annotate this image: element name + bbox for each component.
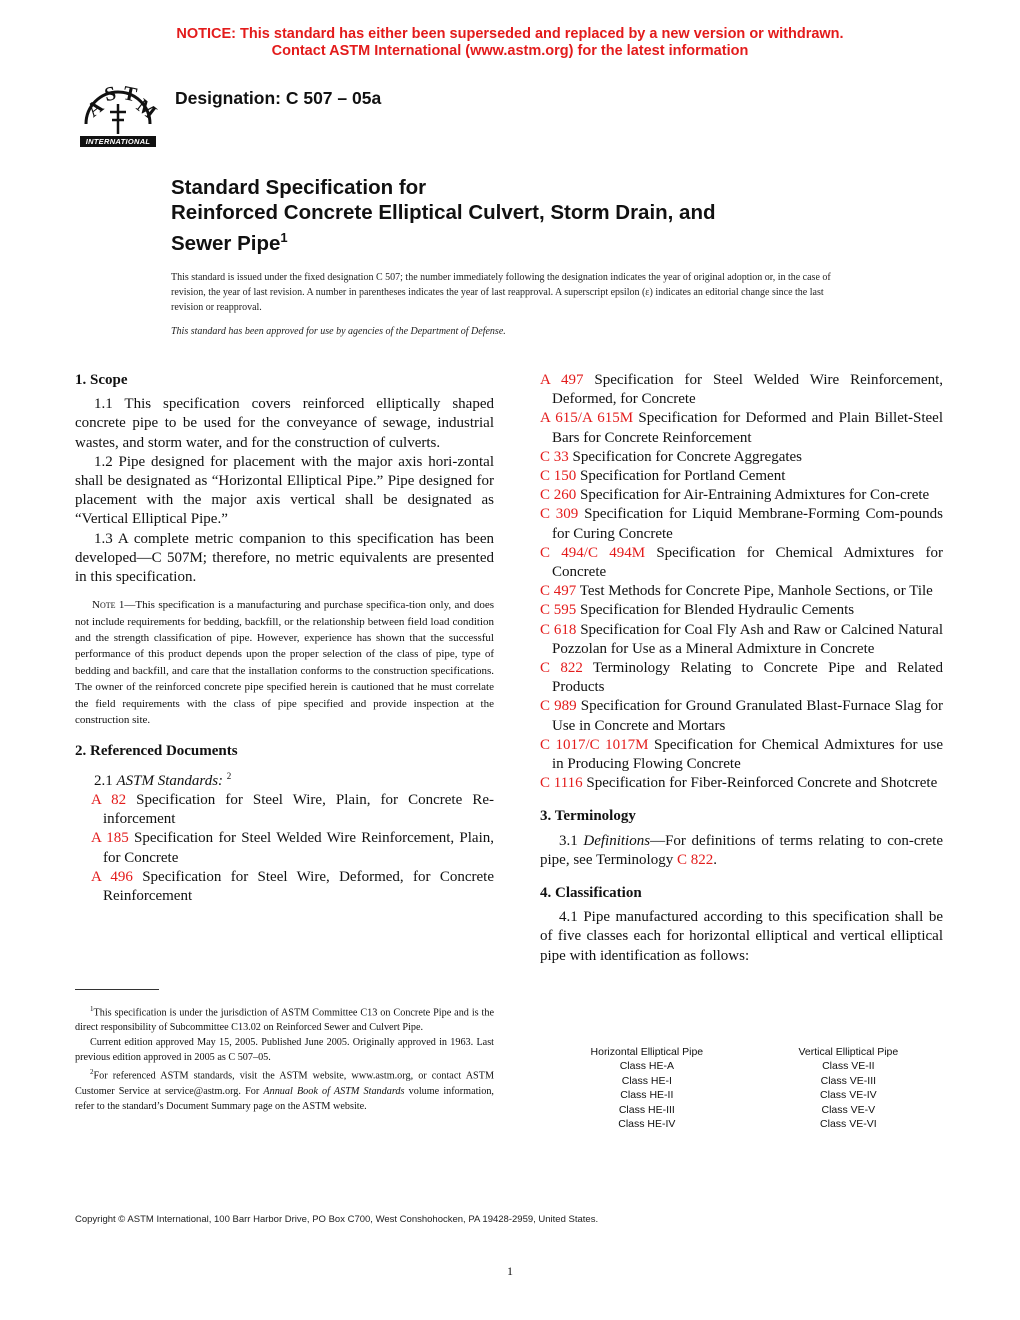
ref-code-link[interactable]: C 1017/C 1017M xyxy=(540,736,649,753)
table-cell: Class HE-I xyxy=(621,1074,672,1087)
col-header-vertical: Vertical Elliptical Pipe xyxy=(798,1046,899,1058)
svg-text:M: M xyxy=(132,94,160,124)
ref-text: Specification for Steel Welded Wire Reinforcement, Deformed, for Concrete xyxy=(552,372,943,408)
terminology-end: . xyxy=(713,851,717,868)
ref-item xyxy=(540,659,943,697)
ref-code-link[interactable]: C 595 xyxy=(540,602,577,619)
ref-code-link[interactable]: C 618 xyxy=(540,621,577,638)
table-cell: Class VE-III xyxy=(820,1074,877,1087)
table-cell: Class VE-IV xyxy=(820,1089,877,1102)
ref-item xyxy=(540,621,943,659)
table-cell: Class HE-IV xyxy=(618,1118,676,1131)
note-text: —This specification is a manufacturing and purchase specifica-tion only, and does not include requirements for bedding, backfill, or the relationship between field load condition and the strength classification of pipe. However, experience has shown that the successful performance of this product depends upon the proper selection of the class of pipe, type of bedding and backfill, and care that the installation conforms to the construction specifications. The owner of the reinforced concrete pipe specified herein is cautioned that he must correlate the field requirements with the class of pipe specified and provide inspection at the construction site. xyxy=(75,599,494,727)
ref-code-link[interactable]: C 33 xyxy=(540,448,569,465)
ref-text: Specification for Ground Granulated Blast-Furnace Slag for Use in Concrete and Mortars xyxy=(552,698,944,734)
ref-item xyxy=(540,486,943,505)
section-scope-heading: 1. Scope xyxy=(75,372,128,388)
ref-item xyxy=(540,467,943,486)
ref-text: Specification for Portland Cement xyxy=(576,468,786,485)
copyright: Copyright © ASTM International, 100 Barr Harbor Drive, PO Box C700, West Conshohocken, PA 19428-2959, United States. xyxy=(75,1214,599,1225)
ref-item xyxy=(540,697,943,735)
table-row xyxy=(540,1103,943,1117)
ref-code-link[interactable]: C 1116 xyxy=(540,775,583,792)
scope-note-1 xyxy=(75,597,494,728)
footnote-1 xyxy=(75,1002,494,1035)
ref-item xyxy=(540,774,943,793)
terminology-text: —For definitions of terms relating to con-crete pipe, see Terminology xyxy=(540,832,943,868)
title-line-3 xyxy=(171,225,716,256)
ref-item xyxy=(540,371,943,409)
astm-logo xyxy=(76,76,160,150)
table-header-row xyxy=(540,1045,943,1059)
ref-code-link[interactable]: C 150 xyxy=(540,468,577,485)
section-terminology-heading: 3. Terminology xyxy=(540,808,636,825)
table-cell: Class VE-VI xyxy=(820,1118,877,1131)
ref-text: Specification for Coal Fly Ash and Raw or Calcined Natural Pozzolan for Use as a Mineral Admixture in Concrete xyxy=(552,621,944,657)
footnote-divider xyxy=(75,989,159,990)
ref-code-link[interactable]: A 496 xyxy=(91,868,133,885)
table-cell: Class HE-A xyxy=(619,1060,674,1073)
footnote-2-italic: Annual Book of ASTM Standards xyxy=(263,1085,405,1097)
scope-para-1-1: 1.1 This specification covers reinforced elliptically shaped concrete pipe to be used for the conveyance of sewage, industrial wastes, and storm water, and for the construction of culverts. xyxy=(75,396,494,451)
footnote-1-mark: 1 xyxy=(90,1005,94,1013)
ref-text: Specification for Fiber-Reinforced Concrete and Shotcrete xyxy=(582,775,938,792)
note-label: Note 1 xyxy=(92,599,125,612)
class-table xyxy=(540,1045,943,1131)
ref-text: Specification for Liquid Membrane-Forming Com-pounds for Curing Concrete xyxy=(552,506,943,542)
footnote-2-mark: 2 xyxy=(90,1068,94,1077)
ref-text: Specification for Steel Wire, Deformed, for Concrete Reinforcement xyxy=(103,868,494,904)
right-ref-list xyxy=(540,371,943,793)
section-classification-heading: 4. Classification xyxy=(540,885,642,902)
footnote-2-text-b: volume information, refer to the standard’s Document Summary page on the ASTM website. xyxy=(75,1085,494,1112)
ref-item xyxy=(540,736,943,774)
ref-code-link[interactable]: C 494/C 494M xyxy=(540,544,646,561)
ref-item xyxy=(540,409,943,447)
ref-code-link[interactable]: A 615/A 615M xyxy=(540,410,634,427)
referenced-sub-mark: 2 xyxy=(226,770,232,781)
table-row xyxy=(540,1059,943,1073)
footnotes xyxy=(75,1002,494,1114)
scope-para-1-3: 1.3 A complete metric companion to this specification has been developed—C 507M; therefore, no metric equivalents are presented in this specification. xyxy=(75,530,494,586)
svg-text:S: S xyxy=(102,82,119,107)
ref-code-link[interactable]: C 309 xyxy=(540,506,579,523)
referenced-sub-heading xyxy=(75,767,494,791)
table-cell: Class HE-II xyxy=(620,1089,674,1102)
ref-item xyxy=(540,582,943,601)
title-line-3-text: Sewer Pipe xyxy=(171,231,281,255)
title-line-1: Standard Specification for xyxy=(171,176,427,199)
title-footnote-mark: 1 xyxy=(280,230,288,245)
ref-text: Test Methods for Concrete Pipe, Manhole Sections, or Tile xyxy=(576,583,933,600)
scope-para-1-2: 1.2 Pipe designed for placement with the major axis hori-zontal shall be designated as “Horizontal Elliptical Pipe.” Pipe designed for placement with the major axis vertical shall be designated as “Vertical Elliptical Pipe.” xyxy=(75,453,494,528)
ref-text: Specification for Deformed and Plain Billet-Steel Bars for Concrete Reinforcement xyxy=(552,410,944,446)
table-row xyxy=(540,1117,943,1131)
svg-text:T: T xyxy=(121,82,139,107)
svg-text:A: A xyxy=(82,95,108,122)
referenced-sub-number: 2.1 xyxy=(94,772,113,789)
ref-item xyxy=(540,448,943,467)
table-cell: Class HE-III xyxy=(618,1103,675,1116)
logo-caption: INTERNATIONAL xyxy=(85,137,151,146)
issue-note: This standard is issued under the fixed designation C 507; the number immediately following the designation indicates the year of original adoption or, in the case of revision, the year of last revision. A number in parentheses indicates the year of last reapproval. A superscript epsilon (ε) indicates an editorial change since the last revision or reapproval. xyxy=(171,272,831,313)
defense-note: This standard has been approved for use by agencies of the Department of Defense. xyxy=(171,326,506,337)
ref-code-link[interactable]: A 82 xyxy=(91,791,127,808)
terminology-number: 3.1 xyxy=(559,832,578,849)
notice-banner xyxy=(0,26,1020,60)
ref-text: Specification for Concrete Aggregates xyxy=(568,448,803,465)
table-cell: Class VE-V xyxy=(821,1103,876,1116)
classification-para-4-1: 4.1 Pipe manufactured according to this specification shall be of five classes each for horizontal elliptical and vertical elliptical pipe with identification as follows: xyxy=(540,909,943,964)
ref-text: Specification for Air-Entraining Admixtures for Con-crete xyxy=(576,487,930,504)
terminology-link[interactable]: C 822 xyxy=(676,851,714,868)
ref-item xyxy=(540,601,943,620)
terminology-term: Definitions xyxy=(583,832,651,849)
footnote-1-text: This specification is under the jurisdiction of ASTM Committee C13 on Concrete Pipe and is the direct responsibility of Subcommittee C13.02 on Reinforced Sewer and Culvert Pipe. xyxy=(75,1007,494,1034)
ref-code-link[interactable]: C 822 xyxy=(540,660,583,677)
table-row xyxy=(540,1088,943,1102)
ref-item xyxy=(91,791,494,829)
ref-text: Specification for Chemical Admixtures for use in Producing Flowing Concrete xyxy=(552,736,944,773)
title-line-2: Reinforced Concrete Elliptical Culvert, Storm Drain, and xyxy=(171,201,716,224)
ref-code-link[interactable]: A 497 xyxy=(540,372,584,388)
ref-code-link[interactable]: C 260 xyxy=(540,487,577,504)
ref-text: Specification for Steel Wire, Plain, for Concrete Re-inforcement xyxy=(103,791,494,828)
ref-text: Specification for Blended Hydraulic Cements xyxy=(576,602,855,619)
terminology-para-3-1 xyxy=(540,832,943,870)
ref-code-link[interactable]: C 989 xyxy=(540,698,577,715)
table-row xyxy=(540,1074,943,1088)
footnote-2-text-a: For referenced ASTM standards, visit the ASTM website, www.astm.org, or contact ASTM Customer Service at service@astm.org. For xyxy=(75,1070,494,1097)
document-title xyxy=(171,175,716,256)
right-column xyxy=(540,371,943,966)
ref-item xyxy=(540,505,943,543)
ref-item xyxy=(540,544,943,582)
ref-code-link[interactable]: A 185 xyxy=(91,830,129,847)
ref-item xyxy=(91,868,494,906)
ref-text: Specification for Chemical Admixtures for Concrete xyxy=(552,544,943,581)
designation: Designation: C 507 – 05a xyxy=(175,88,382,108)
ref-item xyxy=(91,829,494,867)
left-column xyxy=(75,371,494,906)
footnote-1b: Current edition approved May 15, 2005. Published June 2005. Originally approved in 1963. Last previous edition approved in 2005 as C 507–05. xyxy=(75,1037,494,1064)
ref-code-link[interactable]: C 497 xyxy=(540,583,577,600)
referenced-sub-title: ASTM Standards: xyxy=(116,772,224,789)
footnote-2 xyxy=(75,1065,494,1113)
ref-text: Terminology Relating to Concrete Pipe and Related Products xyxy=(552,660,943,696)
page-number: 1 xyxy=(507,1264,513,1278)
section-referenced-heading: 2. Referenced Documents xyxy=(75,743,238,760)
ref-text: Specification for Steel Welded Wire Reinforcement, Plain, for Concrete xyxy=(103,830,494,866)
table-cell: Class VE-II xyxy=(822,1060,875,1073)
col-header-horizontal: Horizontal Elliptical Pipe xyxy=(590,1046,704,1058)
notice-line-1: NOTICE: This standard has either been superseded and replaced by a new version or withdrawn. xyxy=(176,26,844,42)
notice-line-2: Contact ASTM International (www.astm.org) for the latest information xyxy=(271,43,749,59)
